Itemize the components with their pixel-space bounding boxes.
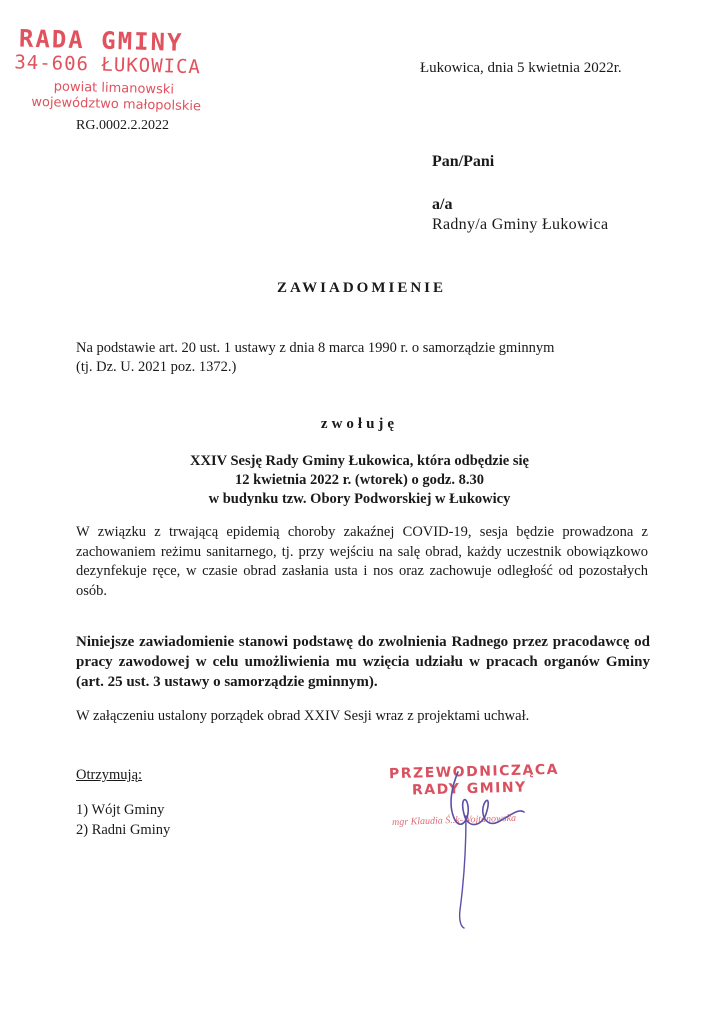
session-line-venue: w budynku tzw. Obory Podworskiej w Łukowicy [208,491,511,507]
session-details [0,452,709,509]
legal-basis-citation: (tj. Dz. U. 2021 poz. 1372.) [76,359,237,375]
stamp-line-council: RADA GMINY [18,24,184,57]
list-item: 2) Radni Gminy [76,822,171,838]
session-line-name: XXIV Sesję Rady Gminy Łukowica, która odbędzie się [190,453,529,469]
document-title: ZAWIADOMIENIE [276,280,447,296]
stamp-line-county: powiat limanowski [53,79,175,98]
addressee-role: Radny/a Gminy Łukowica [432,216,609,233]
employment-note: Niniejsze zawiadomienie stanowi podstawę do zwolnienia Radnego przez pracodawcę od pracy zawodowej w celu umożliwienia mu wzięcia udziału w pracach organów Gminy (art. 25 ust. 3 ustawy o samorządzie gminnym). [76,634,650,690]
legal-basis [76,339,656,377]
chairwoman-title: PRZEWODNICZĄCA [388,761,560,783]
reference-number: RG.0002.2.2022 [76,118,169,133]
addressee-salutation: Pan/Pani [432,153,495,170]
recipients-heading: Otrzymują: [76,767,143,783]
addressee-prefix: a/a [432,196,453,213]
session-line-date: 12 kwietnia 2022 r. (wtorek) o godz. 8.30 [235,472,484,488]
convene-heading: zwołuję [320,416,399,432]
recipients-list [76,800,170,840]
covid-paragraph: W związku z trwającą epidemią choroby zakaźnej COVID-19, sesja będzie prowadzona z zachowaniem reżimu sanitarnego, tj. przy wejściu na salę obrad, każdy uczestnik obowiązkowo dezynfekuje ręce, w czasie obrad zasłania usta i nos oraz zachowuje odległość od pozostałych osób. [76,524,648,599]
handwritten-signature [430,760,550,930]
attachment-note: W załączeniu ustalony porządek obrad XXIV Sesji wraz z projektami uchwał. [76,708,530,724]
stamp-line-voivodeship: województwo małopolskie [31,94,202,115]
date-line: Łukowica, dnia 5 kwietnia 2022r. [420,60,622,76]
legal-basis-line: Na podstawie art. 20 ust. 1 ustawy z dnia 8 marca 1990 r. o samorządzie gminnym [76,340,555,356]
chairwoman-name: mgr Klaudia Ś..k-Wojtanowska [391,812,517,829]
chairwoman-council: RADY GMINY [411,779,527,799]
stamp-line-postcode: 34-606 ŁUKOWICA [14,51,202,79]
list-item: 1) Wójt Gminy [76,802,165,818]
